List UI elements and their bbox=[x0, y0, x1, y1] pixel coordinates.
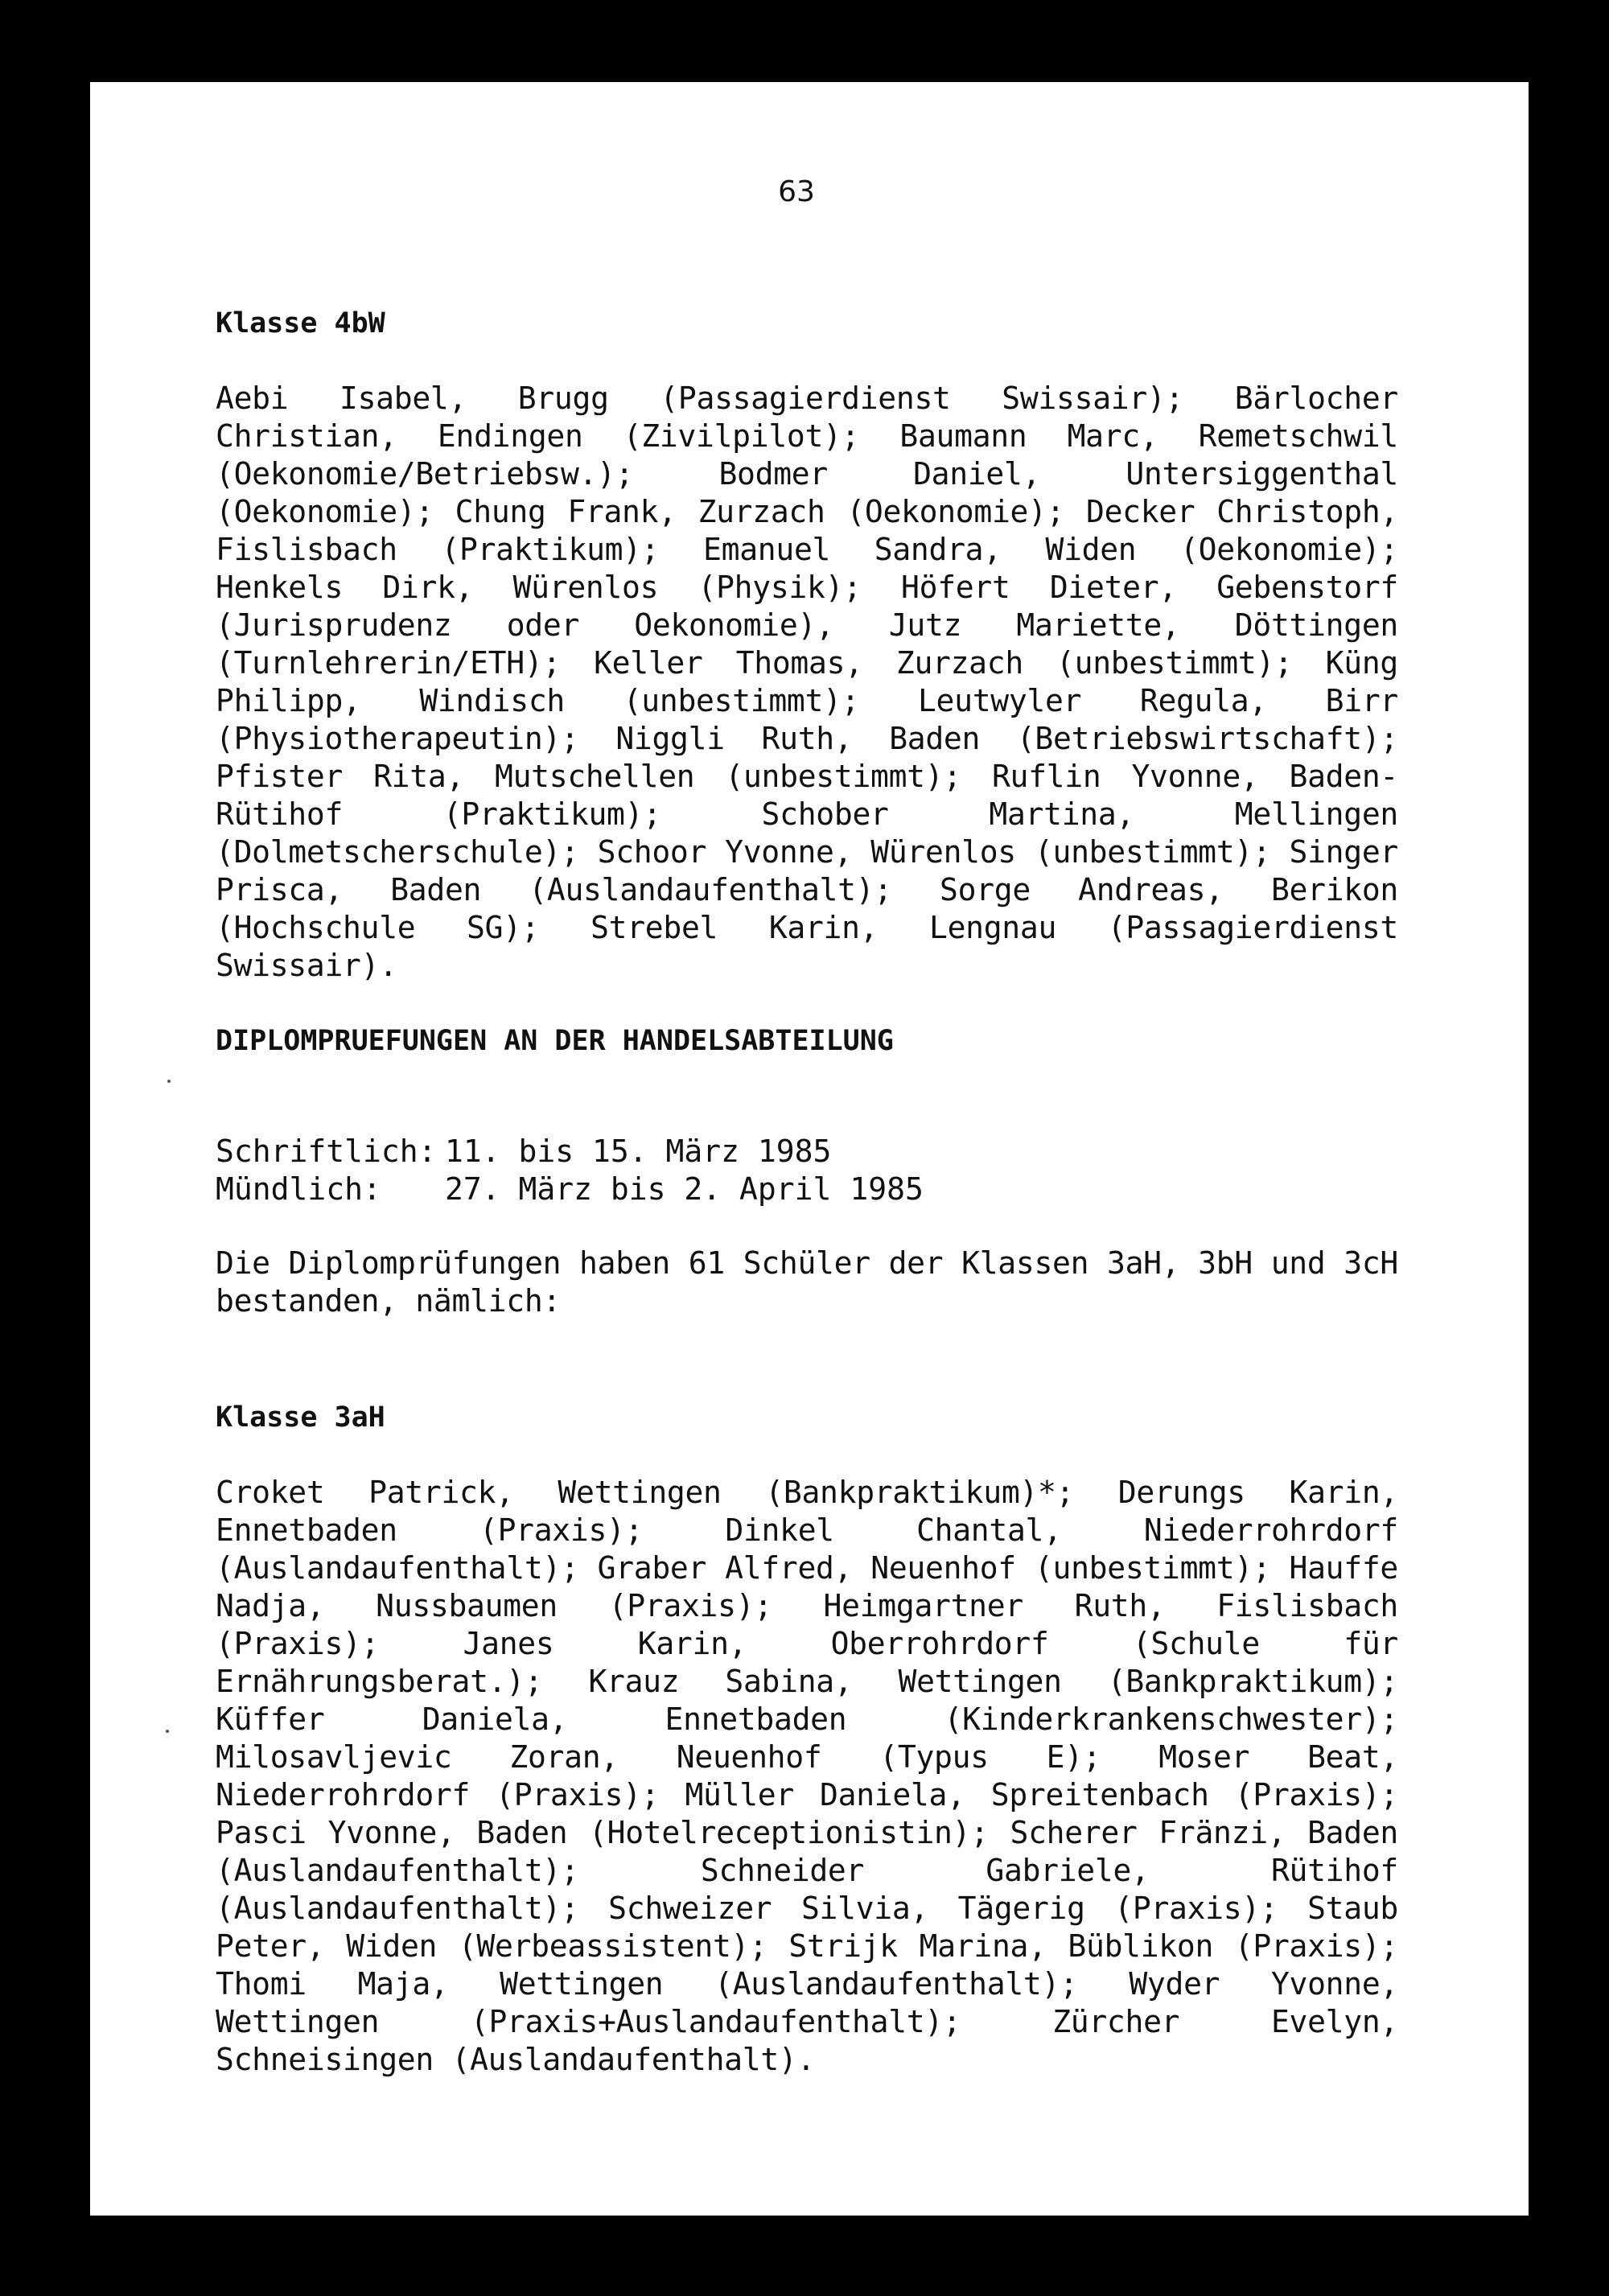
document-page bbox=[90, 82, 1529, 2216]
muendlich-dates: 27. März bis 2. April 1985 bbox=[445, 1171, 924, 1207]
schedule-row-muendlich bbox=[216, 1171, 1398, 1208]
heading-diplompruefungen: DIPLOMPRUEFUNGEN AN DER HANDELSABTEILUNG bbox=[216, 1025, 894, 1057]
scan-speck bbox=[167, 1080, 171, 1083]
schriftlich-label: Schriftlich: bbox=[216, 1134, 437, 1169]
exam-schedule bbox=[216, 1133, 1398, 1208]
schriftlich-dates: 11. bis 15. März 1985 bbox=[445, 1134, 832, 1169]
page-number: 63 bbox=[778, 175, 815, 208]
paragraph-klasse-4bw: Aebi Isabel, Brugg (Passagierdienst Swissair); Bärlocher Christian, Endingen (Zivilpilot); Baumann Marc, Remetschwil (Oekonomie/Betriebsw.); Bodmer Daniel, Untersiggenthal (Oekonomie); Chung Frank, Zurzach (Oekonomie); Decker Christoph, Fislisbach (Praktikum); Emanuel Sandra, Widen (Oekonomie); Henkels Dirk, Würenlos (Physik); Höfert Dieter, Gebenstorf (Jurisprudenz oder Oekonomie), Jutz Mariette, Döttingen (Turnlehrerin/ETH); Keller Thomas, Zurzach (unbestimmt); Küng Philipp, Windisch (unbestimmt); Leutwyler Regula, Birr (Physiotherapeutin); Niggli Ruth, Baden (Betriebswirtschaft); Pfister Rita, Mutschellen (unbestimmt); Ruflin Yvonne, Baden-Rütihof (Praktikum); Schober Martina, Mellingen (Dolmetscherschule); Schoor Yvonne, Würenlos (unbestimmt); Singer Prisca, Baden (Auslandaufenthalt); Sorge Andreas, Berikon (Hochschule SG); Strebel Karin, Lengnau (Passagierdienst Swissair). bbox=[216, 381, 1398, 983]
scan-speck bbox=[166, 1730, 169, 1733]
diplom-summary: Die Diplomprüfungen haben 61 Schüler der Klassen 3aH, 3bH und 3cH bestanden, nämlich: bbox=[216, 1245, 1398, 1319]
paragraph-klasse-3ah: Croket Patrick, Wettingen (Bankpraktikum)*; Derungs Karin, Ennetbaden (Praxis); Dinkel Chantal, Niederrohrdorf (Auslandaufenthalt); Graber Alfred, Neuenhof (unbestimmt); Hauffe Nadja, Nussbaumen (Praxis); Heimgartner Ruth, Fislisbach (Praxis); Janes Karin, Oberrohrdorf (Schule für Ernährungsberat.); Krauz Sabina, Wettingen (Bankpraktikum); Küffer Daniela, Ennetbaden (Kinderkrankenschwester); Milosavljevic Zoran, Neuenhof (Typus E); Moser Beat, Niederrohrdorf (Praxis); Müller Daniela, Spreitenbach (Praxis); Pasci Yvonne, Baden (Hotelreceptionistin); Scherer Fränzi, Baden (Auslandaufenthalt); Schneider Gabriele, Rütihof (Auslandaufenthalt); Schweizer Silvia, Tägerig (Praxis); Staub Peter, Widen (Werbeassistent); Strijk Marina, Büblikon (Praxis); Thomi Maja, Wettingen (Auslandaufenthalt); Wyder Yvonne, Wettingen (Praxis+Auslandaufenthalt); Zürcher Evelyn, Schneisingen (Auslandaufenthalt). bbox=[216, 1475, 1398, 2077]
heading-klasse-4bw: Klasse 4bW bbox=[216, 307, 385, 339]
heading-klasse-3ah: Klasse 3aH bbox=[216, 1401, 385, 1434]
schedule-row-schriftlich bbox=[216, 1133, 1398, 1171]
muendlich-label: Mündlich: bbox=[216, 1171, 381, 1207]
